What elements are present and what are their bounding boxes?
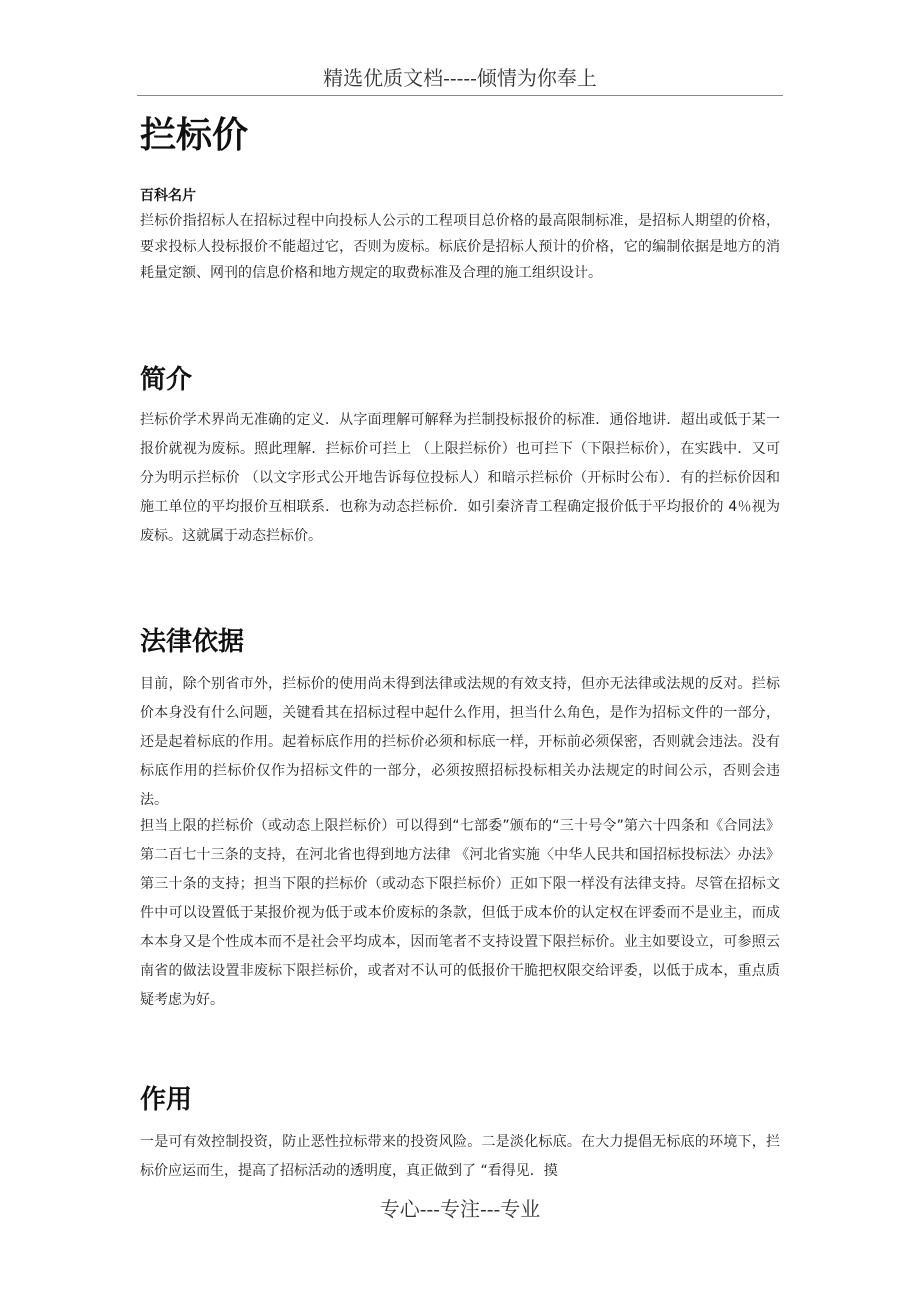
role-paragraph: 一是可有效控制投资，防止恶性拉标带来的投资风险。二是淡化标底。在大力提倡无标底的环境下，拦标价应运而生，提高了招标活动的透明度，真正做到了 “看得见．摸 xyxy=(140,1134,780,1179)
header-divider xyxy=(137,95,783,96)
article-title: 拦标价 xyxy=(140,115,249,156)
page-footer: 专心---专注---专业 xyxy=(379,1197,541,1221)
legal-paragraph-1: 目前，除个别省市外，拦标价的使用尚未得到法律或法规的有效支持，但亦无法律或法规的反对。拦标价本身没有什么问题，关键看其在招标过程中起什么作用，担当什么角色，是作为招标文件的一部分，还是起着标底的作用。起着标底作用的拦标价必须和标底一样，开标前必须保密，否则就会违法。没有标底作用的拦标价仅作为招标文件的一部分，必须按照招标投标相关办法规定的时间公示，否则会违法。 xyxy=(140,676,780,808)
section-heading-role: 作用 xyxy=(140,1085,193,1115)
card-label: 百科名片 xyxy=(140,188,196,204)
section-heading-legal: 法律依据 xyxy=(140,627,245,657)
page-header: 精选优质文档-----倾情为你奉上 xyxy=(323,66,597,90)
brief-paragraph: 拦标价学术界尚无准确的定义．从字面理解可解释为拦制投标报价的标准．通俗地讲．超出或低于某一报价就视为废标。照此理解．拦标价可拦上 （上限拦标价）也可拦下（下限拦标价），在实践中．又可分为明示拦标价 （以文字形式公开地告诉每位投标人）和暗示拦标价（开标时公布）．有的拦标价因和施工单位的平均报价互相联系．也称为动态拦标价．如引秦济青工程确定报价低于平均报价的 4％视为废标。这就属于动态拦标价。 xyxy=(140,412,780,544)
intro-paragraph: 拦标价指招标人在招标过程中向投标人公示的工程项目总价格的最高限制标准，是招标人期望的价格，要求投标人投标报价不能超过它，否则为废标。标底价是招标人预计的价格，它的编制依据是地方的消耗量定额、网刊的信息价格和地方规定的取费标准及合理的施工组织设计。 xyxy=(140,213,780,281)
legal-paragraph-2: 担当上限的拦标价（或动态上限拦标价）可以得到“七部委”颁布的“三十号令”第六十四条和《合同法》第二百七十三条的支持，在河北省也得到地方法律 《河北省实施〈中华人民共和国招标投标法〉办法》第三十条的支持；担当下限的拦标价（或动态下限拦标价）正如下限一样没有法律支持。尽管在招标文件中可以设置低于某报价视为低于或本价废标的条款，但低于成本价的认定权在评委而不是业主，而成本本身又是个性成本而不是社会平均成本，因而笔者不支持设置下限拦标价。业主如要设立，可参照云南省的做法设置非废标下限拦标价，或者对不认可的低报价干脆把权限交给评委，以低于成本，重点质疑考虑为好。 xyxy=(140,818,780,1008)
section-heading-brief: 简介 xyxy=(140,365,193,395)
